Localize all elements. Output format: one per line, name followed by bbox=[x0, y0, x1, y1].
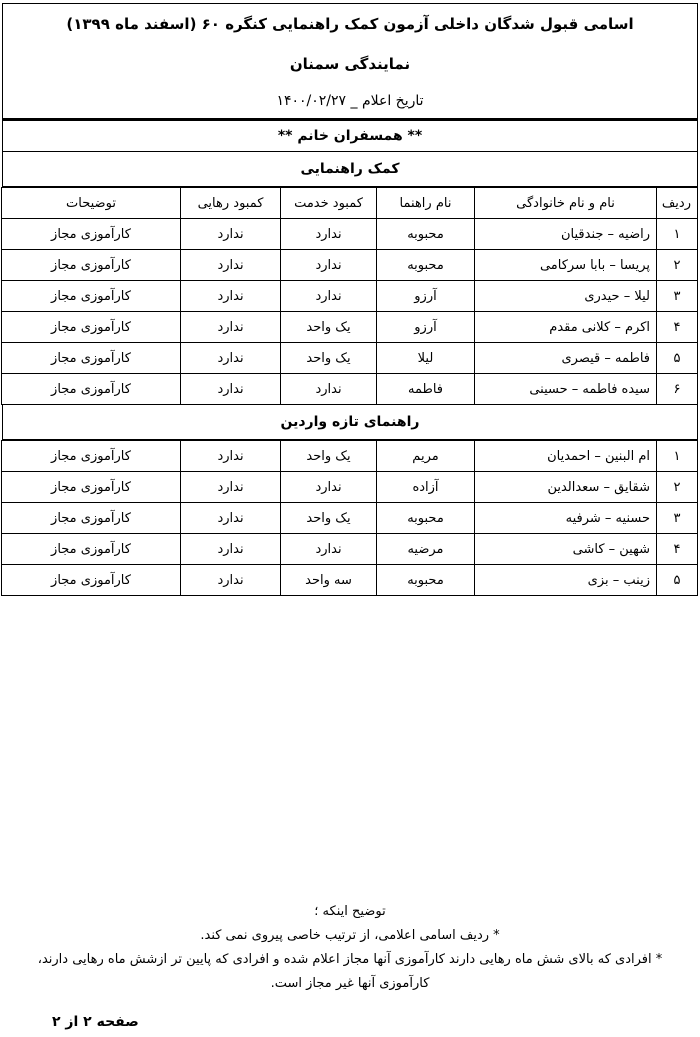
full-name-cell: زینب – بزی bbox=[475, 565, 657, 596]
row-number-cell: ۵ bbox=[657, 343, 698, 374]
section-assistant-guide bbox=[2, 152, 698, 405]
table-row bbox=[2, 472, 698, 503]
guide-name-cell: مریم bbox=[377, 441, 475, 472]
release-shortfall-cell: ندارد bbox=[181, 281, 281, 312]
guide-name-cell: آزاده bbox=[377, 472, 475, 503]
group-title: ** همسفران خانم ** bbox=[2, 119, 698, 152]
announcement-date: تاریخ اعلام _ ۱۴۰۰/۰۲/۲۷ bbox=[3, 84, 697, 119]
release-shortfall-cell: ندارد bbox=[181, 374, 281, 405]
release-shortfall-cell: ندارد bbox=[181, 441, 281, 472]
release-shortfall-cell: ندارد bbox=[181, 219, 281, 250]
notes-cell: کارآموزی مجاز bbox=[2, 312, 181, 343]
release-shortfall-cell: ندارد bbox=[181, 472, 281, 503]
col-header-row-number: ردیف bbox=[657, 188, 698, 219]
row-number-cell: ۲ bbox=[657, 250, 698, 281]
page-number: صفحه ۲ از ۲ bbox=[52, 1014, 139, 1030]
service-shortfall-cell: ندارد bbox=[281, 472, 377, 503]
full-name-cell: شقایق – سعدالدین bbox=[475, 472, 657, 503]
release-shortfall-cell: ندارد bbox=[181, 503, 281, 534]
guide-name-cell: مرضیه bbox=[377, 534, 475, 565]
service-shortfall-cell: ندارد bbox=[281, 534, 377, 565]
full-name-cell: اکرم – کلانی مقدم bbox=[475, 312, 657, 343]
table-row bbox=[2, 374, 698, 405]
col-header-full-name: نام و نام خانوادگی bbox=[475, 188, 657, 219]
full-name-cell: شهین – کاشی bbox=[475, 534, 657, 565]
release-shortfall-cell: ندارد bbox=[181, 312, 281, 343]
notes-cell: کارآموزی مجاز bbox=[2, 281, 181, 312]
full-name-cell: پریسا – بابا سرکامی bbox=[475, 250, 657, 281]
release-shortfall-cell: ندارد bbox=[181, 343, 281, 374]
col-header-release-shortfall: کمبود رهایی bbox=[181, 188, 281, 219]
footnotes bbox=[10, 900, 690, 996]
footnotes-heading: توضیح اینکه ؛ bbox=[314, 904, 386, 919]
full-name-cell: لیلا – حیدری bbox=[475, 281, 657, 312]
full-name-cell: سیده فاطمه – حسینی bbox=[475, 374, 657, 405]
row-number-cell: ۱ bbox=[657, 219, 698, 250]
page-title: اسامی قبول شدگان داخلی آزمون کمک راهنمایی کنگره ۶۰ (اسفند ماه ۱۳۹۹) bbox=[66, 15, 634, 33]
table-row bbox=[2, 343, 698, 374]
service-shortfall-cell: ندارد bbox=[281, 250, 377, 281]
service-shortfall-cell: ندارد bbox=[281, 219, 377, 250]
row-number-cell: ۵ bbox=[657, 565, 698, 596]
table-row bbox=[2, 219, 698, 250]
col-header-notes: توضیحات bbox=[2, 188, 181, 219]
guide-name-cell: محبوبه bbox=[377, 565, 475, 596]
notes-cell: کارآموزی مجاز bbox=[2, 441, 181, 472]
section-title: راهنمای تازه واردین bbox=[2, 405, 698, 440]
full-name-cell: ام البنین – احمدیان bbox=[475, 441, 657, 472]
release-shortfall-cell: ندارد bbox=[181, 565, 281, 596]
header bbox=[2, 3, 698, 119]
service-shortfall-cell: یک واحد bbox=[281, 343, 377, 374]
guide-name-cell: محبوبه bbox=[377, 503, 475, 534]
col-header-service-shortfall: کمبود خدمت bbox=[281, 188, 377, 219]
guide-name-cell: فاطمه bbox=[377, 374, 475, 405]
notes-cell: کارآموزی مجاز bbox=[2, 343, 181, 374]
office-name: نمایندگی سمنان bbox=[289, 55, 411, 73]
row-number-cell: ۴ bbox=[657, 534, 698, 565]
row-number-cell: ۴ bbox=[657, 312, 698, 343]
service-shortfall-cell: یک واحد bbox=[281, 312, 377, 343]
guide-name-cell: محبوبه bbox=[377, 219, 475, 250]
service-shortfall-cell: یک واحد bbox=[281, 441, 377, 472]
table-row bbox=[2, 565, 698, 596]
footnote-line: کارآموزی آنها غیر مجاز است. bbox=[270, 976, 430, 991]
full-name-cell: حسنیه – شرفیه bbox=[475, 503, 657, 534]
row-number-cell: ۲ bbox=[657, 472, 698, 503]
section-title: کمک راهنمایی bbox=[2, 152, 698, 187]
notes-cell: کارآموزی مجاز bbox=[2, 219, 181, 250]
footnote-line: * ردیف اسامی اعلامی، از ترتیب خاصی پیروی نمی کند. bbox=[200, 928, 500, 943]
row-number-cell: ۶ bbox=[657, 374, 698, 405]
notes-cell: کارآموزی مجاز bbox=[2, 374, 181, 405]
service-shortfall-cell: یک واحد bbox=[281, 503, 377, 534]
section-newcomer-guide bbox=[2, 405, 698, 596]
table-header-row bbox=[2, 188, 698, 219]
service-shortfall-cell: سه واحد bbox=[281, 565, 377, 596]
full-name-cell: فاطمه – قیصری bbox=[475, 343, 657, 374]
results-table bbox=[1, 440, 698, 596]
footnote-line: * افرادی که بالای شش ماه رهایی دارند کارآموزی آنها مجاز اعلام شده و افرادی که پایین تر ازشش ماه رهایی دارند، bbox=[37, 952, 663, 967]
table-row bbox=[2, 312, 698, 343]
results-sheet bbox=[2, 3, 698, 596]
table-row bbox=[2, 441, 698, 472]
guide-name-cell: آرزو bbox=[377, 312, 475, 343]
notes-cell: کارآموزی مجاز bbox=[2, 250, 181, 281]
release-shortfall-cell: ندارد bbox=[181, 250, 281, 281]
notes-cell: کارآموزی مجاز bbox=[2, 503, 181, 534]
service-shortfall-cell: ندارد bbox=[281, 281, 377, 312]
release-shortfall-cell: ندارد bbox=[181, 534, 281, 565]
results-table bbox=[1, 187, 698, 405]
row-number-cell: ۳ bbox=[657, 503, 698, 534]
table-row bbox=[2, 534, 698, 565]
row-number-cell: ۱ bbox=[657, 441, 698, 472]
notes-cell: کارآموزی مجاز bbox=[2, 534, 181, 565]
col-header-guide-name: نام راهنما bbox=[377, 188, 475, 219]
row-number-cell: ۳ bbox=[657, 281, 698, 312]
service-shortfall-cell: ندارد bbox=[281, 374, 377, 405]
full-name-cell: راضیه – جندقیان bbox=[475, 219, 657, 250]
table-row bbox=[2, 503, 698, 534]
guide-name-cell: محبوبه bbox=[377, 250, 475, 281]
guide-name-cell: لیلا bbox=[377, 343, 475, 374]
guide-name-cell: آرزو bbox=[377, 281, 475, 312]
notes-cell: کارآموزی مجاز bbox=[2, 472, 181, 503]
table-row bbox=[2, 250, 698, 281]
table-row bbox=[2, 281, 698, 312]
notes-cell: کارآموزی مجاز bbox=[2, 565, 181, 596]
